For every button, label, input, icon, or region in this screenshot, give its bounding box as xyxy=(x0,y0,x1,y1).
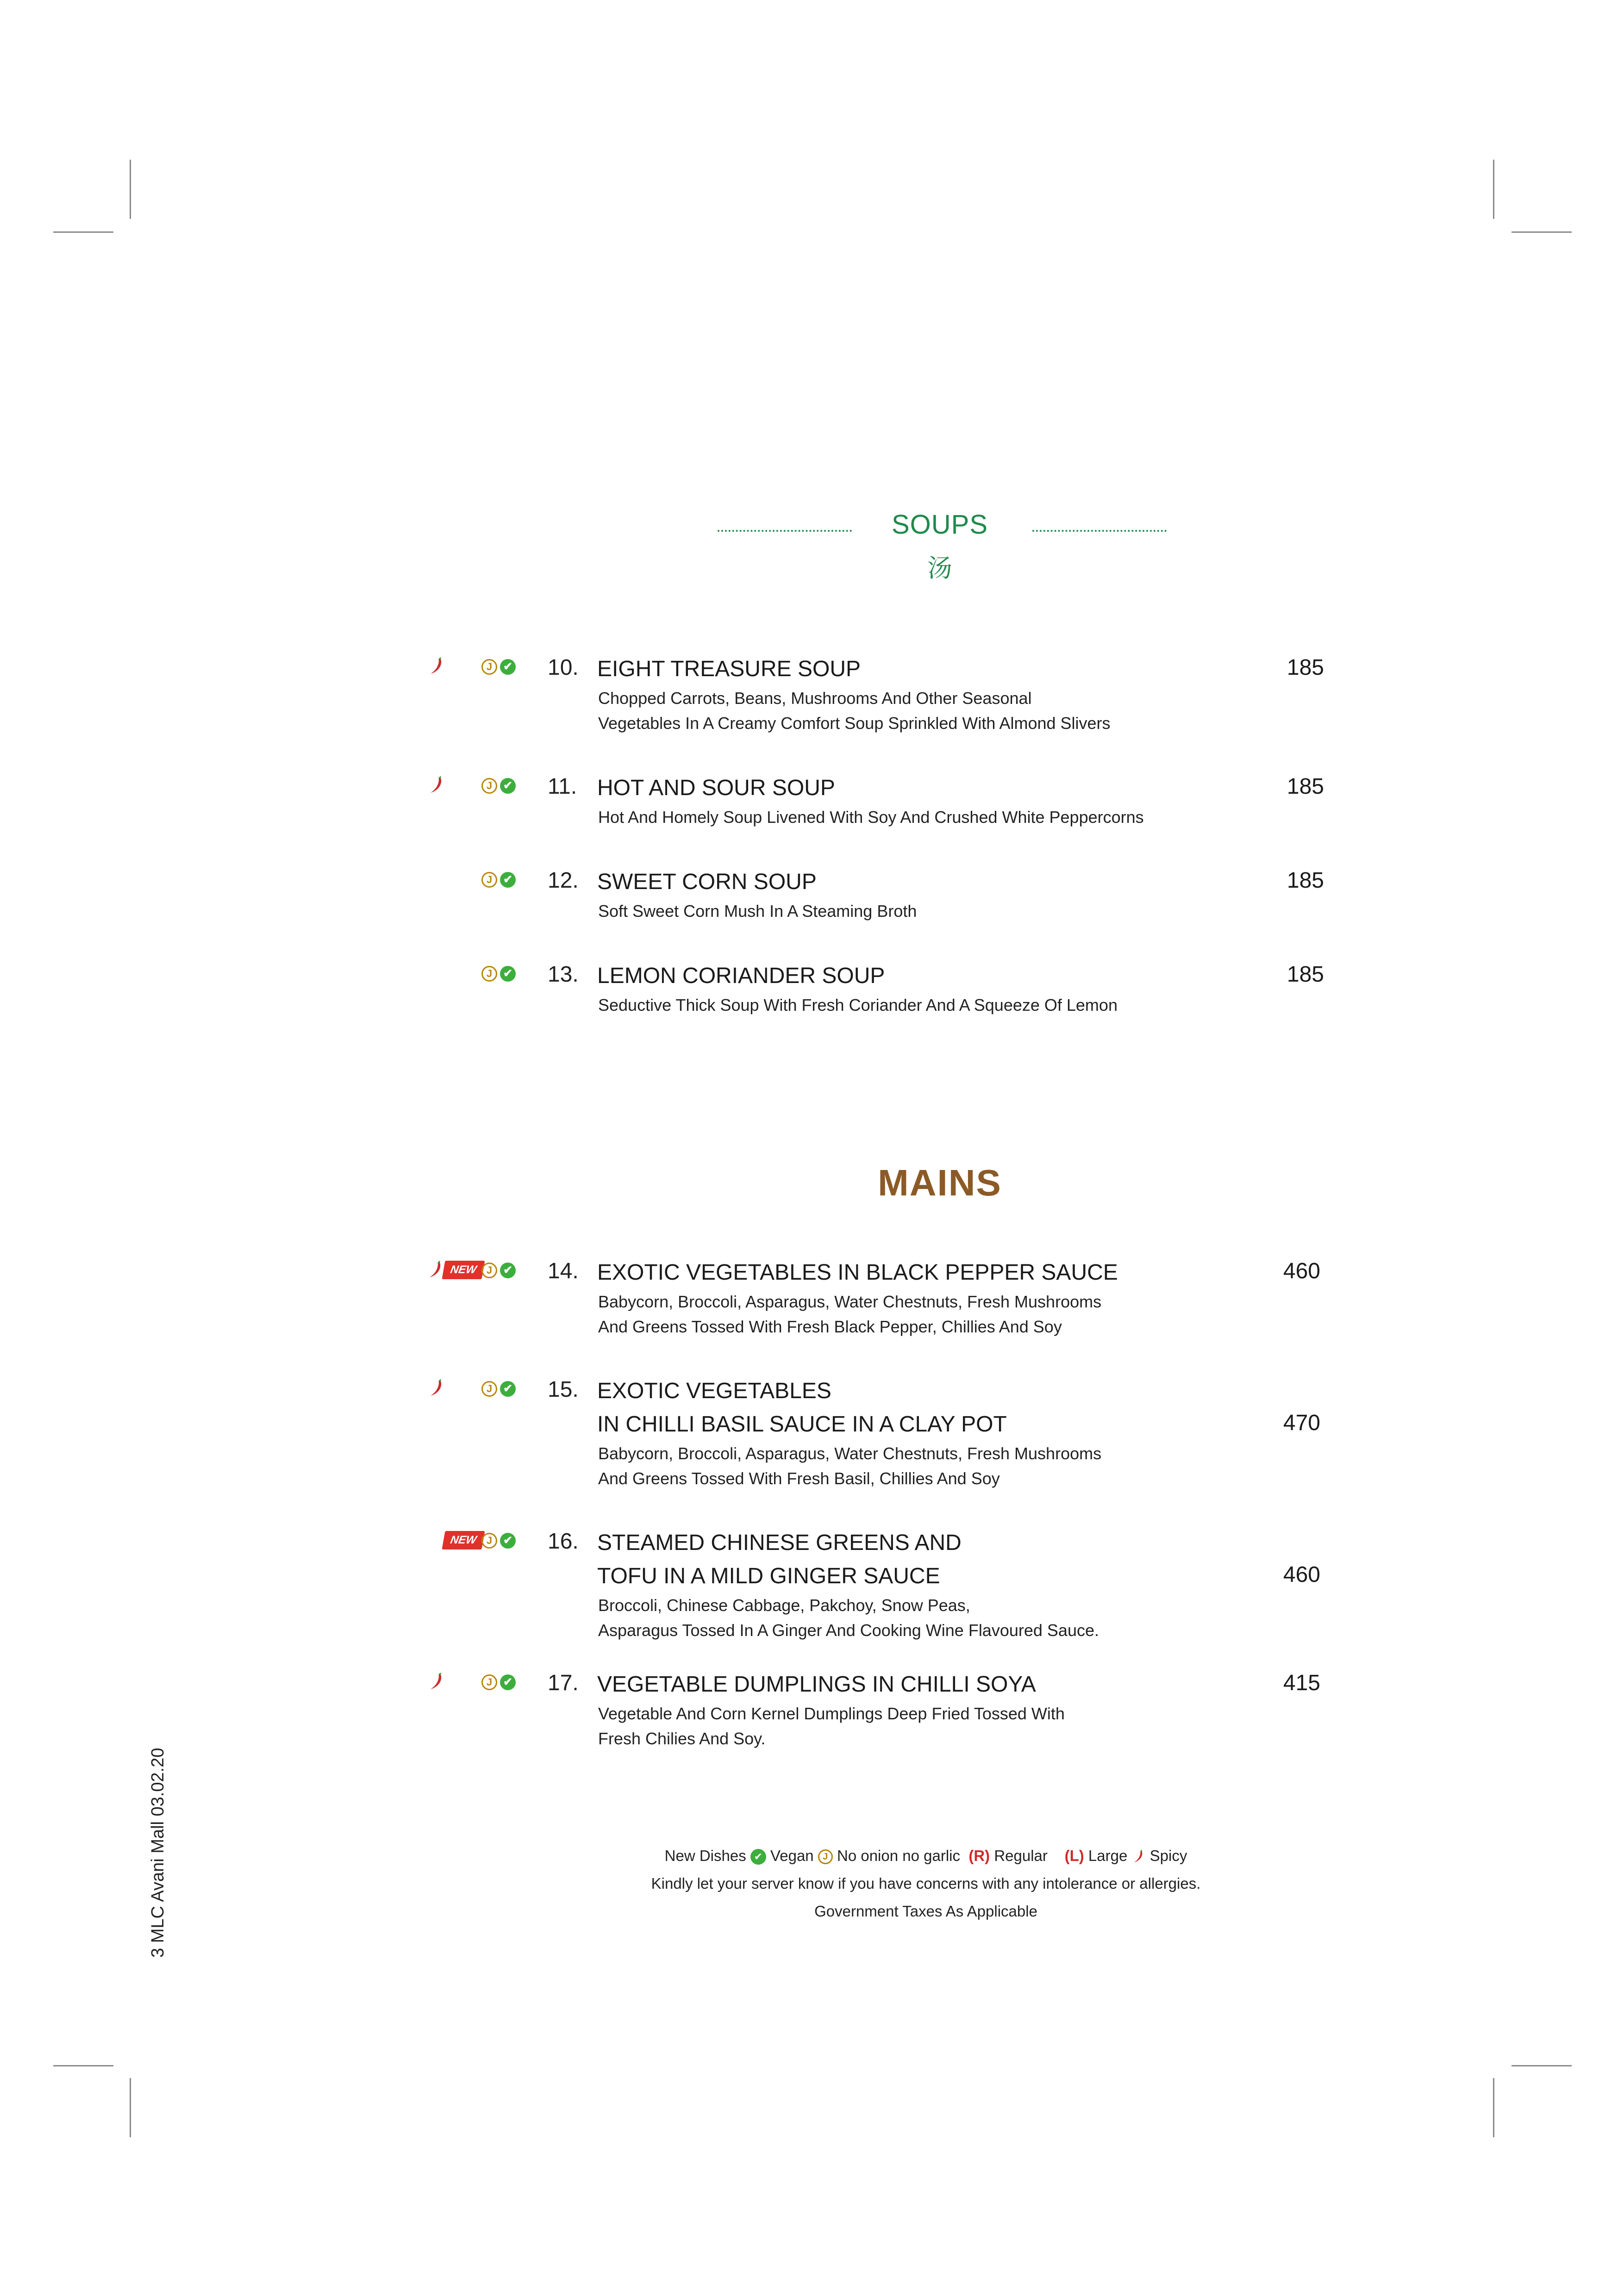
jain-icon: J xyxy=(481,1381,497,1397)
legend-large: Large xyxy=(1088,1847,1128,1864)
jain-icon: J xyxy=(818,1849,833,1864)
chili-icon xyxy=(427,1673,445,1691)
crop-mark xyxy=(53,231,113,233)
vegan-icon: ✔ xyxy=(500,1533,516,1549)
legend xyxy=(486,1842,1366,1925)
jain-icon: J xyxy=(481,1533,497,1549)
crop-mark xyxy=(53,2065,113,2066)
new-badge: NEW xyxy=(442,1531,485,1549)
section-title: MAINS xyxy=(878,1162,1002,1203)
vegan-icon: ✔ xyxy=(500,659,516,675)
item-price: 470 xyxy=(1283,1411,1320,1435)
item-price: 185 xyxy=(1287,962,1324,987)
item-number: 12. xyxy=(548,868,579,893)
item-description: Asparagus Tossed In A Ginger And Cooking Wine Flavoured Sauce. xyxy=(598,1621,1099,1640)
item-name: HOT AND SOUR SOUP xyxy=(597,776,835,800)
jain-icon: J xyxy=(481,1263,497,1278)
vegan-icon: ✔ xyxy=(500,1263,516,1278)
item-price: 185 xyxy=(1287,868,1324,893)
item-number: 14. xyxy=(548,1259,579,1283)
item-price: 415 xyxy=(1283,1671,1320,1695)
crop-mark xyxy=(1493,160,1494,219)
section-title-chinese: 汤 xyxy=(927,554,952,582)
vegan-icon: ✔ xyxy=(500,872,516,888)
vegan-icon: ✔ xyxy=(500,966,516,982)
crop-mark xyxy=(1493,2078,1494,2137)
item-number: 15. xyxy=(548,1377,579,1402)
chili-icon xyxy=(1131,1850,1145,1864)
item-number: 17. xyxy=(548,1671,579,1695)
crop-mark xyxy=(130,160,131,219)
soups-header xyxy=(718,509,1162,584)
new-badge: NEW xyxy=(442,1261,485,1279)
item-description: And Greens Tossed With Fresh Basil, Chillies And Soy xyxy=(598,1469,1000,1488)
item-name-line2: TOFU IN A MILD GINGER SAUCE xyxy=(597,1564,940,1588)
item-name: LEMON CORIANDER SOUP xyxy=(597,964,885,988)
item-name: SWEET CORN SOUP xyxy=(597,870,817,894)
item-name: EIGHT TREASURE SOUP xyxy=(597,657,861,681)
chili-icon xyxy=(427,776,445,795)
chili-icon xyxy=(427,1379,445,1398)
chili-icon xyxy=(426,1261,444,1279)
item-description: Fresh Chilies And Soy. xyxy=(598,1729,766,1748)
item-price: 460 xyxy=(1283,1562,1320,1587)
item-description: Soft Sweet Corn Mush In A Steaming Broth xyxy=(598,902,917,921)
item-description: Hot And Homely Soup Livened With Soy And Crushed White Peppercorns xyxy=(598,808,1144,827)
vegan-icon: ✔ xyxy=(750,1849,766,1865)
item-name: EXOTIC VEGETABLES xyxy=(597,1379,831,1403)
item-number: 16. xyxy=(548,1529,579,1554)
item-name: EXOTIC VEGETABLES IN BLACK PEPPER SAUCE xyxy=(597,1260,1118,1285)
section-title: SOUPS xyxy=(891,510,988,540)
jain-icon: J xyxy=(481,966,497,982)
item-number: 11. xyxy=(548,774,577,799)
tax-note: Government Taxes As Applicable xyxy=(814,1903,1037,1920)
item-description: Seductive Thick Soup With Fresh Coriander And A Squeeze Of Lemon xyxy=(598,996,1118,1014)
item-price: 185 xyxy=(1287,774,1324,799)
legend-large-mark: (L) xyxy=(1064,1847,1084,1864)
allergy-note: Kindly let your server know if you have concerns with any intolerance or allergies. xyxy=(651,1875,1201,1892)
item-price: 460 xyxy=(1283,1259,1320,1283)
item-name: VEGETABLE DUMPLINGS IN CHILLI SOYA xyxy=(597,1672,1036,1697)
legend-new-dishes: New Dishes xyxy=(664,1847,746,1864)
vegan-icon: ✔ xyxy=(500,778,516,794)
legend-no-onion: No onion no garlic xyxy=(837,1847,960,1864)
item-name: STEAMED CHINESE GREENS AND xyxy=(597,1531,962,1555)
crop-mark xyxy=(1512,231,1572,233)
item-description: Broccoli, Chinese Cabbage, Pakchoy, Snow Peas, xyxy=(598,1596,970,1615)
legend-regular-mark: (R) xyxy=(968,1847,990,1864)
item-description: Vegetable And Corn Kernel Dumplings Deep Fried Tossed With xyxy=(598,1704,1065,1723)
jain-icon: J xyxy=(481,1674,497,1690)
item-number: 13. xyxy=(548,962,579,987)
legend-vegan: Vegan xyxy=(770,1847,814,1864)
item-description: And Greens Tossed With Fresh Black Pepper, Chillies And Soy xyxy=(598,1317,1062,1336)
item-name-line2: IN CHILLI BASIL SAUCE IN A CLAY POT xyxy=(597,1412,1007,1437)
legend-regular: Regular xyxy=(994,1847,1048,1864)
chili-icon xyxy=(427,657,445,676)
item-description: Babycorn, Broccoli, Asparagus, Water Chestnuts, Fresh Mushrooms xyxy=(598,1292,1102,1311)
jain-icon: J xyxy=(481,659,497,675)
page-code: 3 MLC Avani Mall 03.02.20 xyxy=(148,1748,168,1958)
jain-icon: J xyxy=(481,778,497,794)
crop-mark xyxy=(130,2078,131,2137)
item-number: 10. xyxy=(548,655,579,680)
crop-mark xyxy=(1512,2065,1572,2066)
vegan-icon: ✔ xyxy=(500,1674,516,1690)
item-price: 185 xyxy=(1287,655,1324,680)
item-description: Chopped Carrots, Beans, Mushrooms And Other Seasonal xyxy=(598,689,1032,708)
legend-spicy: Spicy xyxy=(1149,1847,1187,1864)
vegan-icon: ✔ xyxy=(500,1381,516,1397)
legend-key xyxy=(486,1842,1366,1870)
item-description: Babycorn, Broccoli, Asparagus, Water Chestnuts, Fresh Mushrooms xyxy=(598,1444,1102,1463)
item-description: Vegetables In A Creamy Comfort Soup Sprinkled With Almond Slivers xyxy=(598,714,1111,733)
jain-icon: J xyxy=(481,872,497,888)
